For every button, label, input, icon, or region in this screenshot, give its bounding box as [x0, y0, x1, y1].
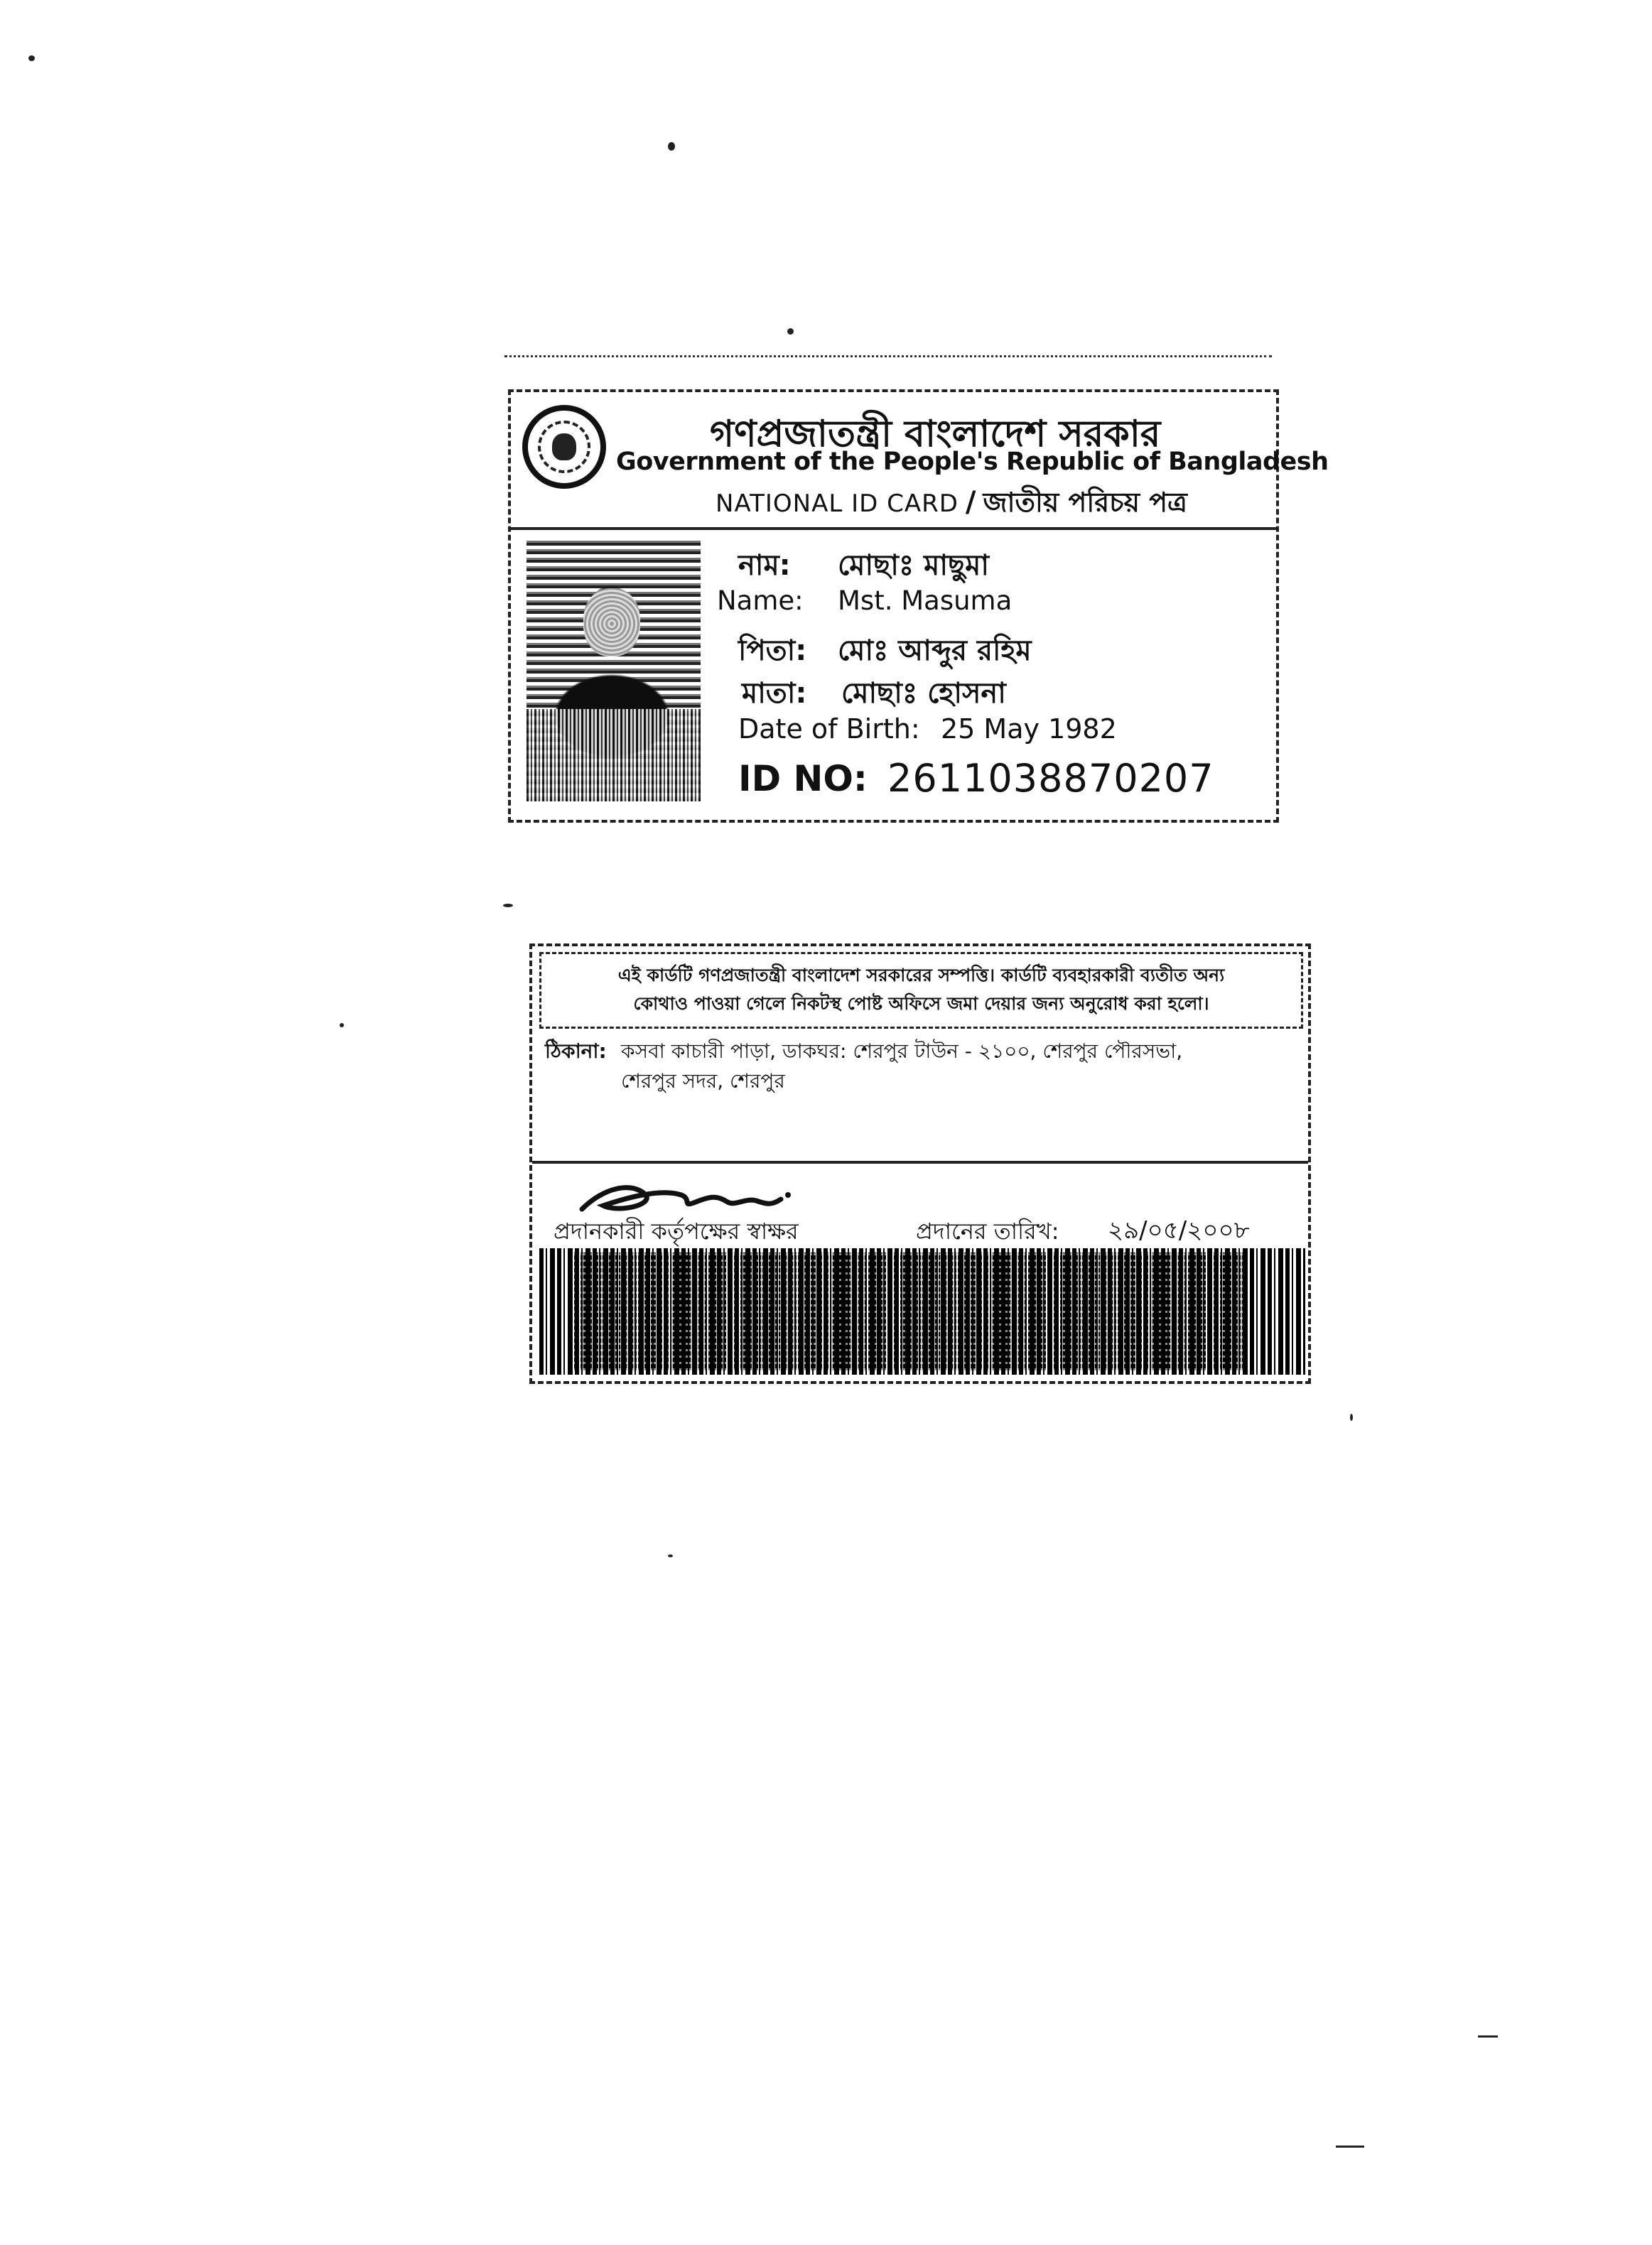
- barcode-pattern: [568, 1253, 1243, 1370]
- address-line-2: শেরপুর সদর, শেরপুর: [621, 1069, 785, 1093]
- issue-date-value: ২৯/০৫/২০০৮: [1108, 1216, 1250, 1245]
- name-bangla-label: নাম:: [738, 549, 791, 582]
- signature-label: প্রদানকারী কর্তৃপক্ষের স্বাক্ষর: [554, 1218, 799, 1245]
- scan-speck: [1336, 2146, 1364, 2148]
- cut-line: [504, 355, 1272, 357]
- title-english: Government of the People's Republic of Bangladesh: [616, 448, 1329, 476]
- id-card-back: [529, 943, 1311, 1384]
- father-value: মোঃ আব্দুর রহিম: [838, 634, 1032, 667]
- issue-date-label: প্রদানের তারিখ:: [916, 1218, 1059, 1245]
- scan-speck: [28, 55, 35, 61]
- divider: [532, 1161, 1308, 1164]
- holder-photo: [527, 539, 701, 801]
- address-label: ঠিকানা:: [545, 1039, 607, 1063]
- mother-value: মোছাঃ হোসনা: [841, 677, 1006, 710]
- card-type-separator: /: [965, 486, 976, 519]
- scan-speck: [340, 1023, 344, 1027]
- dob-value: 25 May 1982: [941, 713, 1117, 745]
- id-number-label: ID NO:: [738, 758, 868, 799]
- photo-overlay-pattern: [527, 709, 701, 801]
- address-line-1: কসবা কাচারী পাড়া, ডাকঘর: শেরপুর টাউন - ২১০০, শেরপুর পৌরসভা,: [621, 1039, 1183, 1063]
- card-type-bangla: জাতীয় পরিচয় পত্র: [983, 487, 1187, 518]
- mother-label: মাতা:: [742, 677, 807, 710]
- scan-speck: [1478, 2035, 1498, 2038]
- notice-line-2: কোথাও পাওয়া গেলে নিকটস্থ পোষ্ট অফিসে জমা দেয়ার জন্য অনুরোধ করা হলো।: [633, 993, 1209, 1014]
- ownership-notice: [539, 952, 1303, 1029]
- card-type: [660, 482, 1243, 527]
- name-english-label: Name:: [717, 585, 804, 616]
- scan-speck: [668, 142, 675, 151]
- scan-speck: [1350, 1414, 1353, 1421]
- scan-speck: [503, 904, 513, 907]
- name-english-value: Mst. Masuma: [838, 585, 1013, 616]
- card-header: [511, 392, 1329, 530]
- title-bangla: গণপ্রজাতন্ত্রী বাংলাদেশ সরকার: [710, 413, 1161, 455]
- photo-face: [583, 588, 640, 656]
- dob-label: Date of Birth:: [738, 713, 920, 745]
- barcode-2d: [539, 1248, 1305, 1375]
- government-seal-icon: [522, 405, 606, 489]
- id-number-value: 2611038870207: [887, 756, 1214, 801]
- card-type-english: NATIONAL ID CARD: [716, 489, 959, 518]
- father-label: পিতা:: [738, 634, 807, 667]
- notice-line-1: এই কার্ডটি গণপ্রজাতন্ত্রী বাংলাদেশ সরকারের সম্পত্তি। কার্ডটি ব্যবহারকারী ব্যতীত অন্য: [617, 965, 1225, 985]
- scan-speck: [668, 1554, 673, 1557]
- id-card-front: [508, 389, 1329, 823]
- scan-speck: [787, 328, 794, 335]
- name-bangla-value: মোছাঃ মাছুমা: [838, 549, 989, 582]
